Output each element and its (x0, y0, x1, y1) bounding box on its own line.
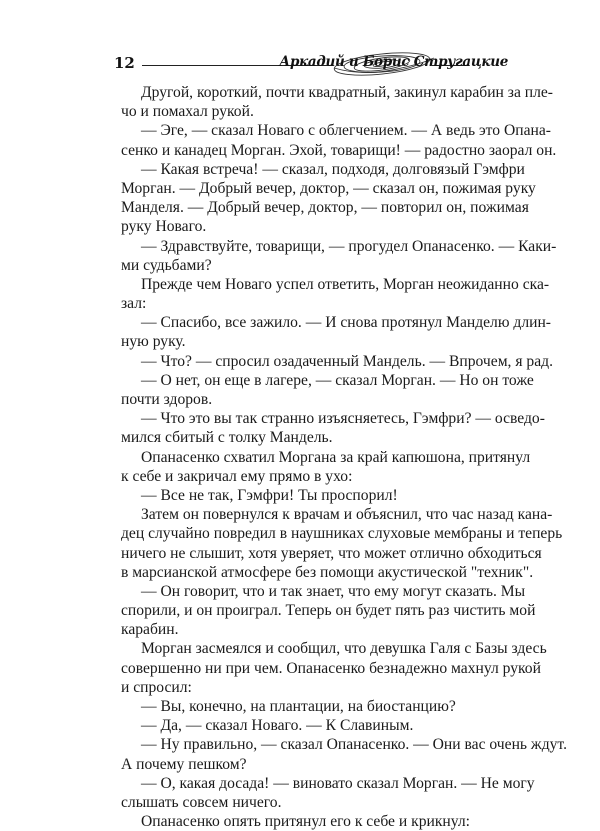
page-number: 12 (114, 54, 135, 72)
paragraph (121, 409, 545, 447)
paragraph (121, 83, 553, 121)
text-line: — Какая встреча! — сказал, подходя, долговязый Гэмфри (141, 160, 525, 178)
text-line: чо и помахал рукой. (121, 103, 254, 121)
text-line: А почему пешком? (121, 755, 247, 773)
text-line: Прежде чем Новаго успел ответить, Морган неожиданно ска- (141, 275, 550, 293)
text-line: — Здравствуйте, товарищи, — прогудел Опанасенко. — Каки- (141, 237, 557, 255)
text-line: Морган. — Добрый вечер, доктор, — сказал он, пожимая руку (121, 179, 536, 197)
text-line: мился сбитый с толку Мандель. (121, 429, 333, 447)
paragraph (121, 716, 503, 735)
text-line: — Что? — спросил озадаченный Мандель. — Впрочем, я рад. (141, 352, 553, 370)
text-line: ничего не слышит, хотя уверяет, что может отлично обходиться (121, 544, 542, 562)
text-line: к себе и закричал ему прямо в ухо: (121, 467, 353, 485)
text-line: — Он говорит, что и так знает, что ему могут сказать. Мы (141, 582, 526, 600)
text-line: Морган засмеялся и сообщил, что девушка Галя с Базы здесь (141, 640, 547, 658)
text-line: Манделя. — Добрый вечер, доктор, — повторил он, пожимая (121, 199, 529, 217)
paragraph (121, 505, 563, 582)
paragraph (121, 275, 550, 313)
text-line: — Эге, — сказал Новаго с облегчением. — А ведь это Опана- (141, 122, 551, 140)
text-line: слышать совсем ничего. (121, 793, 282, 811)
paragraph (121, 639, 547, 697)
text-line: Опанасенко схватил Моргана за край капюшона, притянул (141, 448, 531, 466)
text-line: — Все не так, Гэмфри! Ты проспорил! (141, 486, 398, 504)
text-line: Опанасенко опять притянул его к себе и крикнул: (141, 813, 470, 831)
text-line: Затем он повернулся к врачам и объяснил, что час назад кана- (141, 506, 553, 524)
text-line: зал: (121, 295, 147, 313)
paragraph (121, 160, 536, 237)
page-header (114, 50, 508, 76)
paragraph (121, 371, 534, 409)
paragraph (121, 313, 551, 351)
running-title: Аркадий и Борис Стругацкие (279, 54, 508, 70)
text-line: и спросил: (121, 678, 192, 696)
text-line: — Да, — сказал Новаго. — К Славиным. (141, 717, 414, 735)
paragraph (121, 812, 503, 831)
text-line: — Вы, конечно, на плантации, на биостанцию? (141, 698, 456, 715)
text-line: совершенно ни при чем. Опанасенко безнадежно махнул рукой (121, 659, 541, 677)
paragraph (121, 697, 503, 716)
text-line: карабин. (121, 621, 179, 639)
text-line: почти здоров. (121, 391, 213, 408)
paragraph (121, 774, 535, 812)
paragraph (121, 582, 536, 640)
text-line: ми судьбами? (121, 256, 212, 274)
paragraph (121, 486, 503, 505)
paragraph (121, 121, 557, 159)
paragraph (121, 237, 557, 275)
text-line: в марсианской атмосфере без помощи акустической "техник". (121, 563, 534, 581)
text-line: спорили, и он проиграл. Теперь он будет пять раз чистить мой (121, 602, 536, 620)
text-line: — Ну правильно, — сказал Опанасенко. — Они вас очень ждут. (141, 736, 567, 754)
paragraph (121, 735, 567, 773)
text-line: — Что это вы так странно изъясняетесь, Гэмфри? — осведо- (141, 410, 545, 428)
text-line: сенко и канадец Морган. Эхой, товарищи! — радостно заорал он. (121, 141, 557, 159)
text-line: дец случайно повредил в наушниках слуховые мембраны и теперь (121, 525, 563, 543)
paragraph (121, 448, 531, 486)
text-line: — О, какая досада! — виновато сказал Морган. — Не могу (141, 774, 535, 792)
paragraph (121, 352, 553, 371)
text-line: Другой, короткий, почти квадратный, закинул карабин за пле- (141, 84, 553, 101)
text-line: — Спасибо, все зажило. — И снова протянул Манделю длин- (141, 314, 551, 332)
text-line: — О нет, он еще в лагере, — сказал Морган. — Но он тоже (141, 371, 534, 389)
body-text (121, 83, 567, 831)
text-line: руку Новаго. (121, 218, 207, 236)
text-line: ную руку. (121, 333, 186, 351)
